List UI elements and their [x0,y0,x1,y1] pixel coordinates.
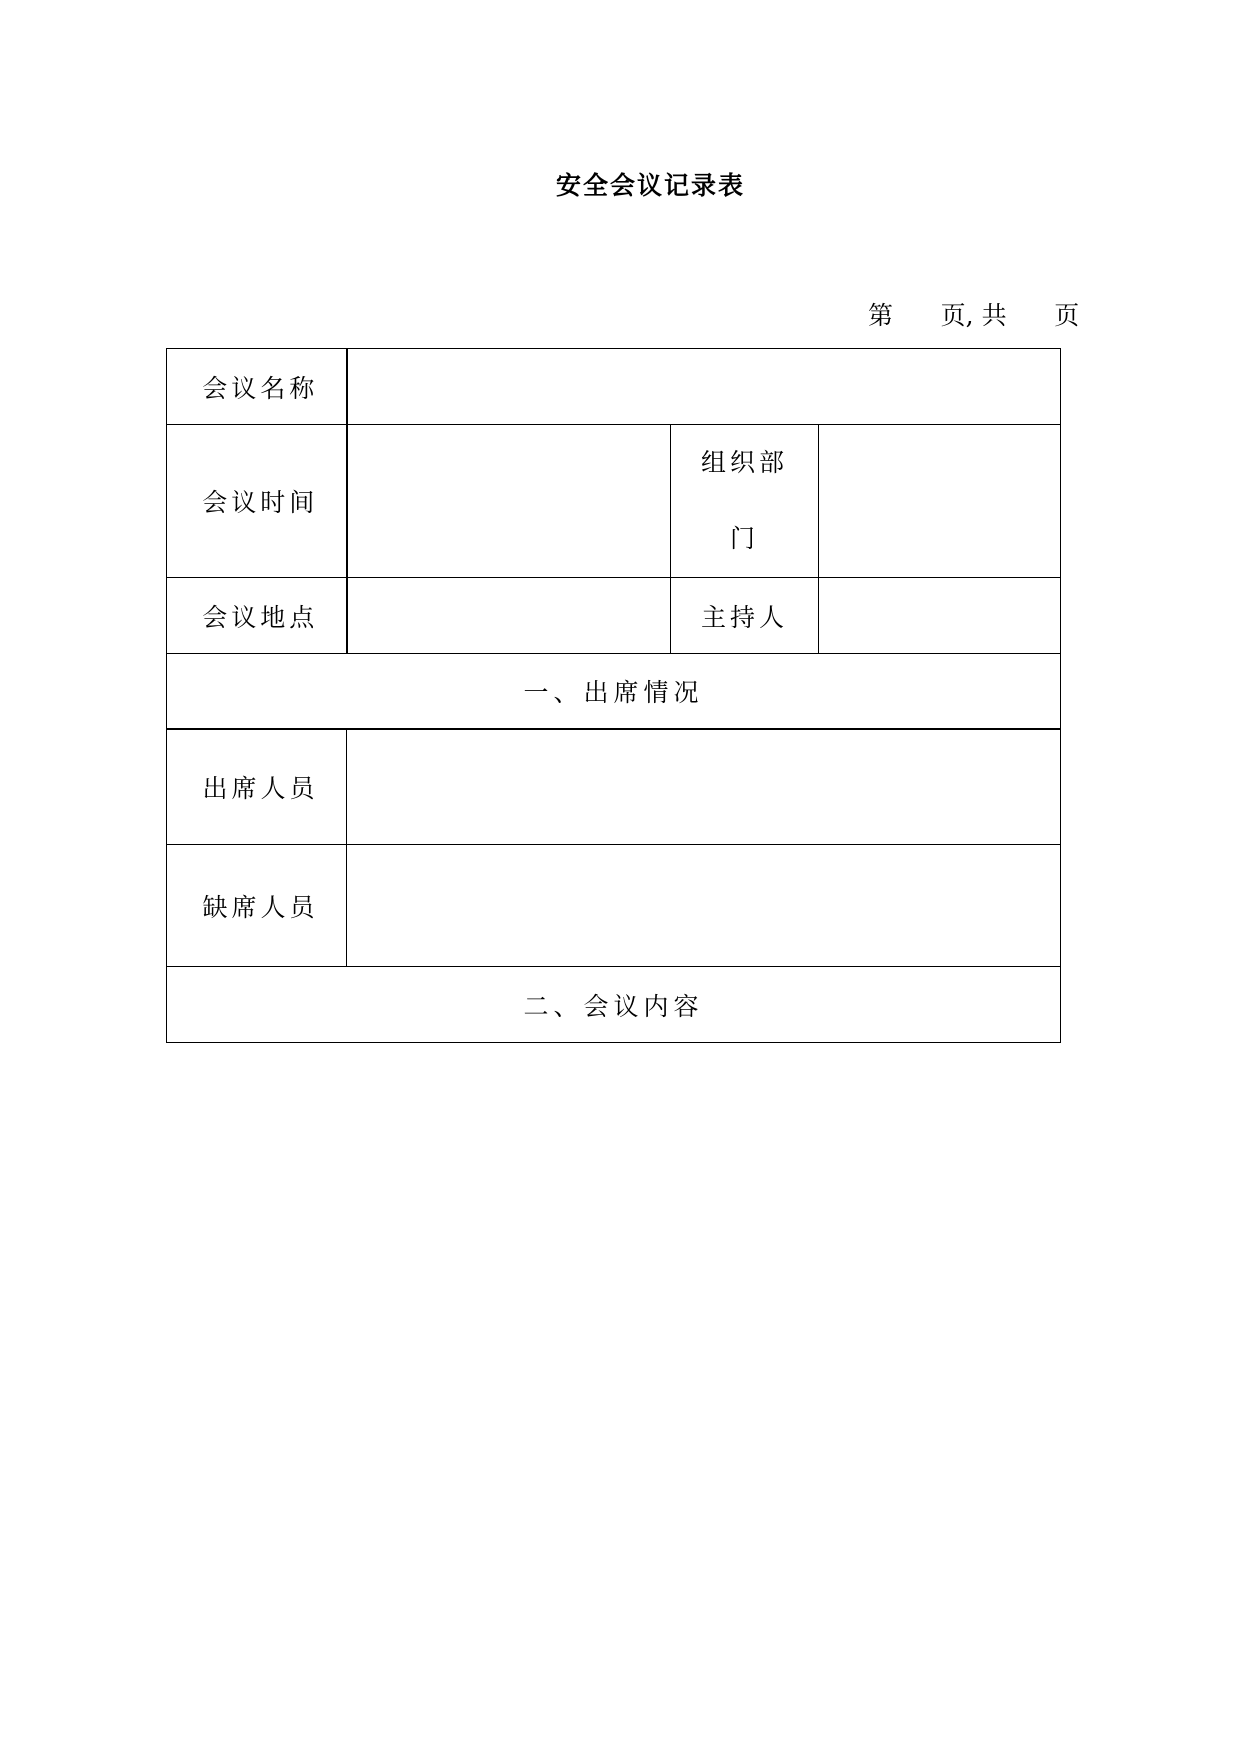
meeting-location-field[interactable] [347,578,671,654]
meeting-name-label: 会议名称 [167,349,347,425]
meeting-time-label: 会议时间 [167,425,347,578]
page-indicator: 第 页, 共 页 [868,301,1080,330]
document-title: 安全会议记录表 [555,171,745,200]
row-meeting-location [167,578,1061,654]
organizer-dept-field[interactable] [819,425,1061,578]
organizer-dept-label-line2: 门 [729,524,759,553]
absentees-label: 缺席人员 [167,845,347,967]
meeting-name-field[interactable] [347,349,1061,425]
meeting-time-field[interactable] [347,425,671,578]
section-content-heading: 二、会议内容 [167,967,1061,1043]
host-field[interactable] [819,578,1061,654]
meeting-location-label: 会议地点 [167,578,347,654]
attendees-field[interactable] [347,729,1061,845]
meeting-record-form [166,348,1061,1043]
row-meeting-name [167,349,1061,425]
host-label: 主持人 [671,578,819,654]
organizer-dept-label [671,425,819,578]
absentees-field[interactable] [347,845,1061,967]
section-attendance-heading: 一、出席情况 [167,654,1061,729]
row-section-content [167,967,1061,1043]
row-attendees [167,729,1061,845]
row-absentees [167,845,1061,967]
row-meeting-time [167,425,1061,578]
attendees-label: 出席人员 [167,729,347,845]
organizer-dept-label-line1: 组织部 [700,448,788,477]
row-section-attendance [167,654,1061,729]
